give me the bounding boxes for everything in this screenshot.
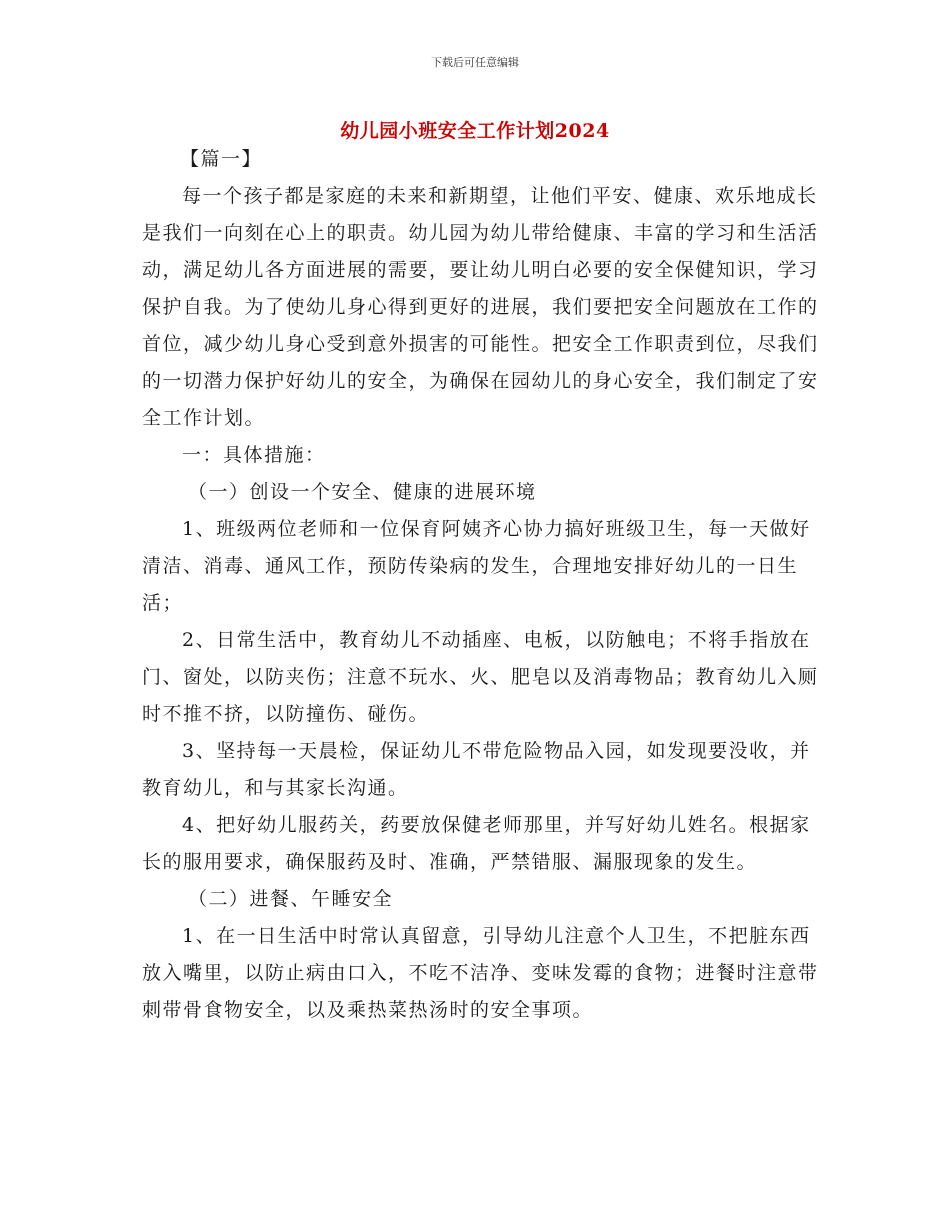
intro-paragraph: 每一个孩子都是家庭的未来和新期望，让他们平安、健康、欢乐地成长是我们一向刻在心上的职责。幼儿园为幼儿带给健康、丰富的学习和生活活动，满足幼儿各方面进展的需要，要让幼儿明白必要的安全保健知识，学习保护自我。为了使幼儿身心得到更好的进展，我们要把安全问题放在工作的首位，减少幼儿身心受到意外损害的可能性。把安全工作职责到位，尽我们的一切潜力保护好幼儿的安全，为确保在园幼儿的身心安全，我们制定了安全工作计划。 <box>142 185 819 429</box>
list-item: 4、把好幼儿服药关，药要放保健老师那里，并写好幼儿姓名。根据家长的服用要求，确保服药及时、准确，严禁错服、漏服现象的发生。 <box>142 814 811 873</box>
list-item: 3、坚持每一天晨检，保证幼儿不带危险物品入园，如发现要没收，并教育幼儿，和与其家长沟通。 <box>142 740 811 799</box>
subsection-heading-1: （一）创设一个安全、健康的进展环境 <box>188 481 537 503</box>
list-item: 1、班级两位老师和一位保育阿姨齐心协力搞好班级卫生，每一天做好清洁、消毒、通风工作，预防传染病的发生，合理地安排好幼儿的一日生活； <box>142 518 811 614</box>
list-item: 2、日常生活中，教育幼儿不动插座、电板，以防触电；不将手指放在门、窗处，以防夹伤；注意不玩水、火、肥皂以及消毒物品；教育幼儿入厕时不推不挤，以防撞伤、碰伤。 <box>142 629 819 725</box>
page-header-note: 下载后可任意编辑 <box>431 56 519 69</box>
document-body <box>142 141 822 1029</box>
list-item: 1、在一日生活中时常认真留意，引导幼儿注意个人卫生，不把脏东西放入嘴里，以防止病由口入，不吃不洁净、变味发霉的食物；进餐时注意带刺带骨食物安全，以及乘热菜热汤时的安全事项。 <box>142 925 819 1021</box>
section-label: 【篇一】 <box>180 148 263 170</box>
subsection-heading-2: （二）进餐、午睡安全 <box>188 888 394 910</box>
measures-heading: 一：具体措施： <box>182 444 326 466</box>
document-title: 幼儿园小班安全工作计划2024 <box>340 120 610 142</box>
